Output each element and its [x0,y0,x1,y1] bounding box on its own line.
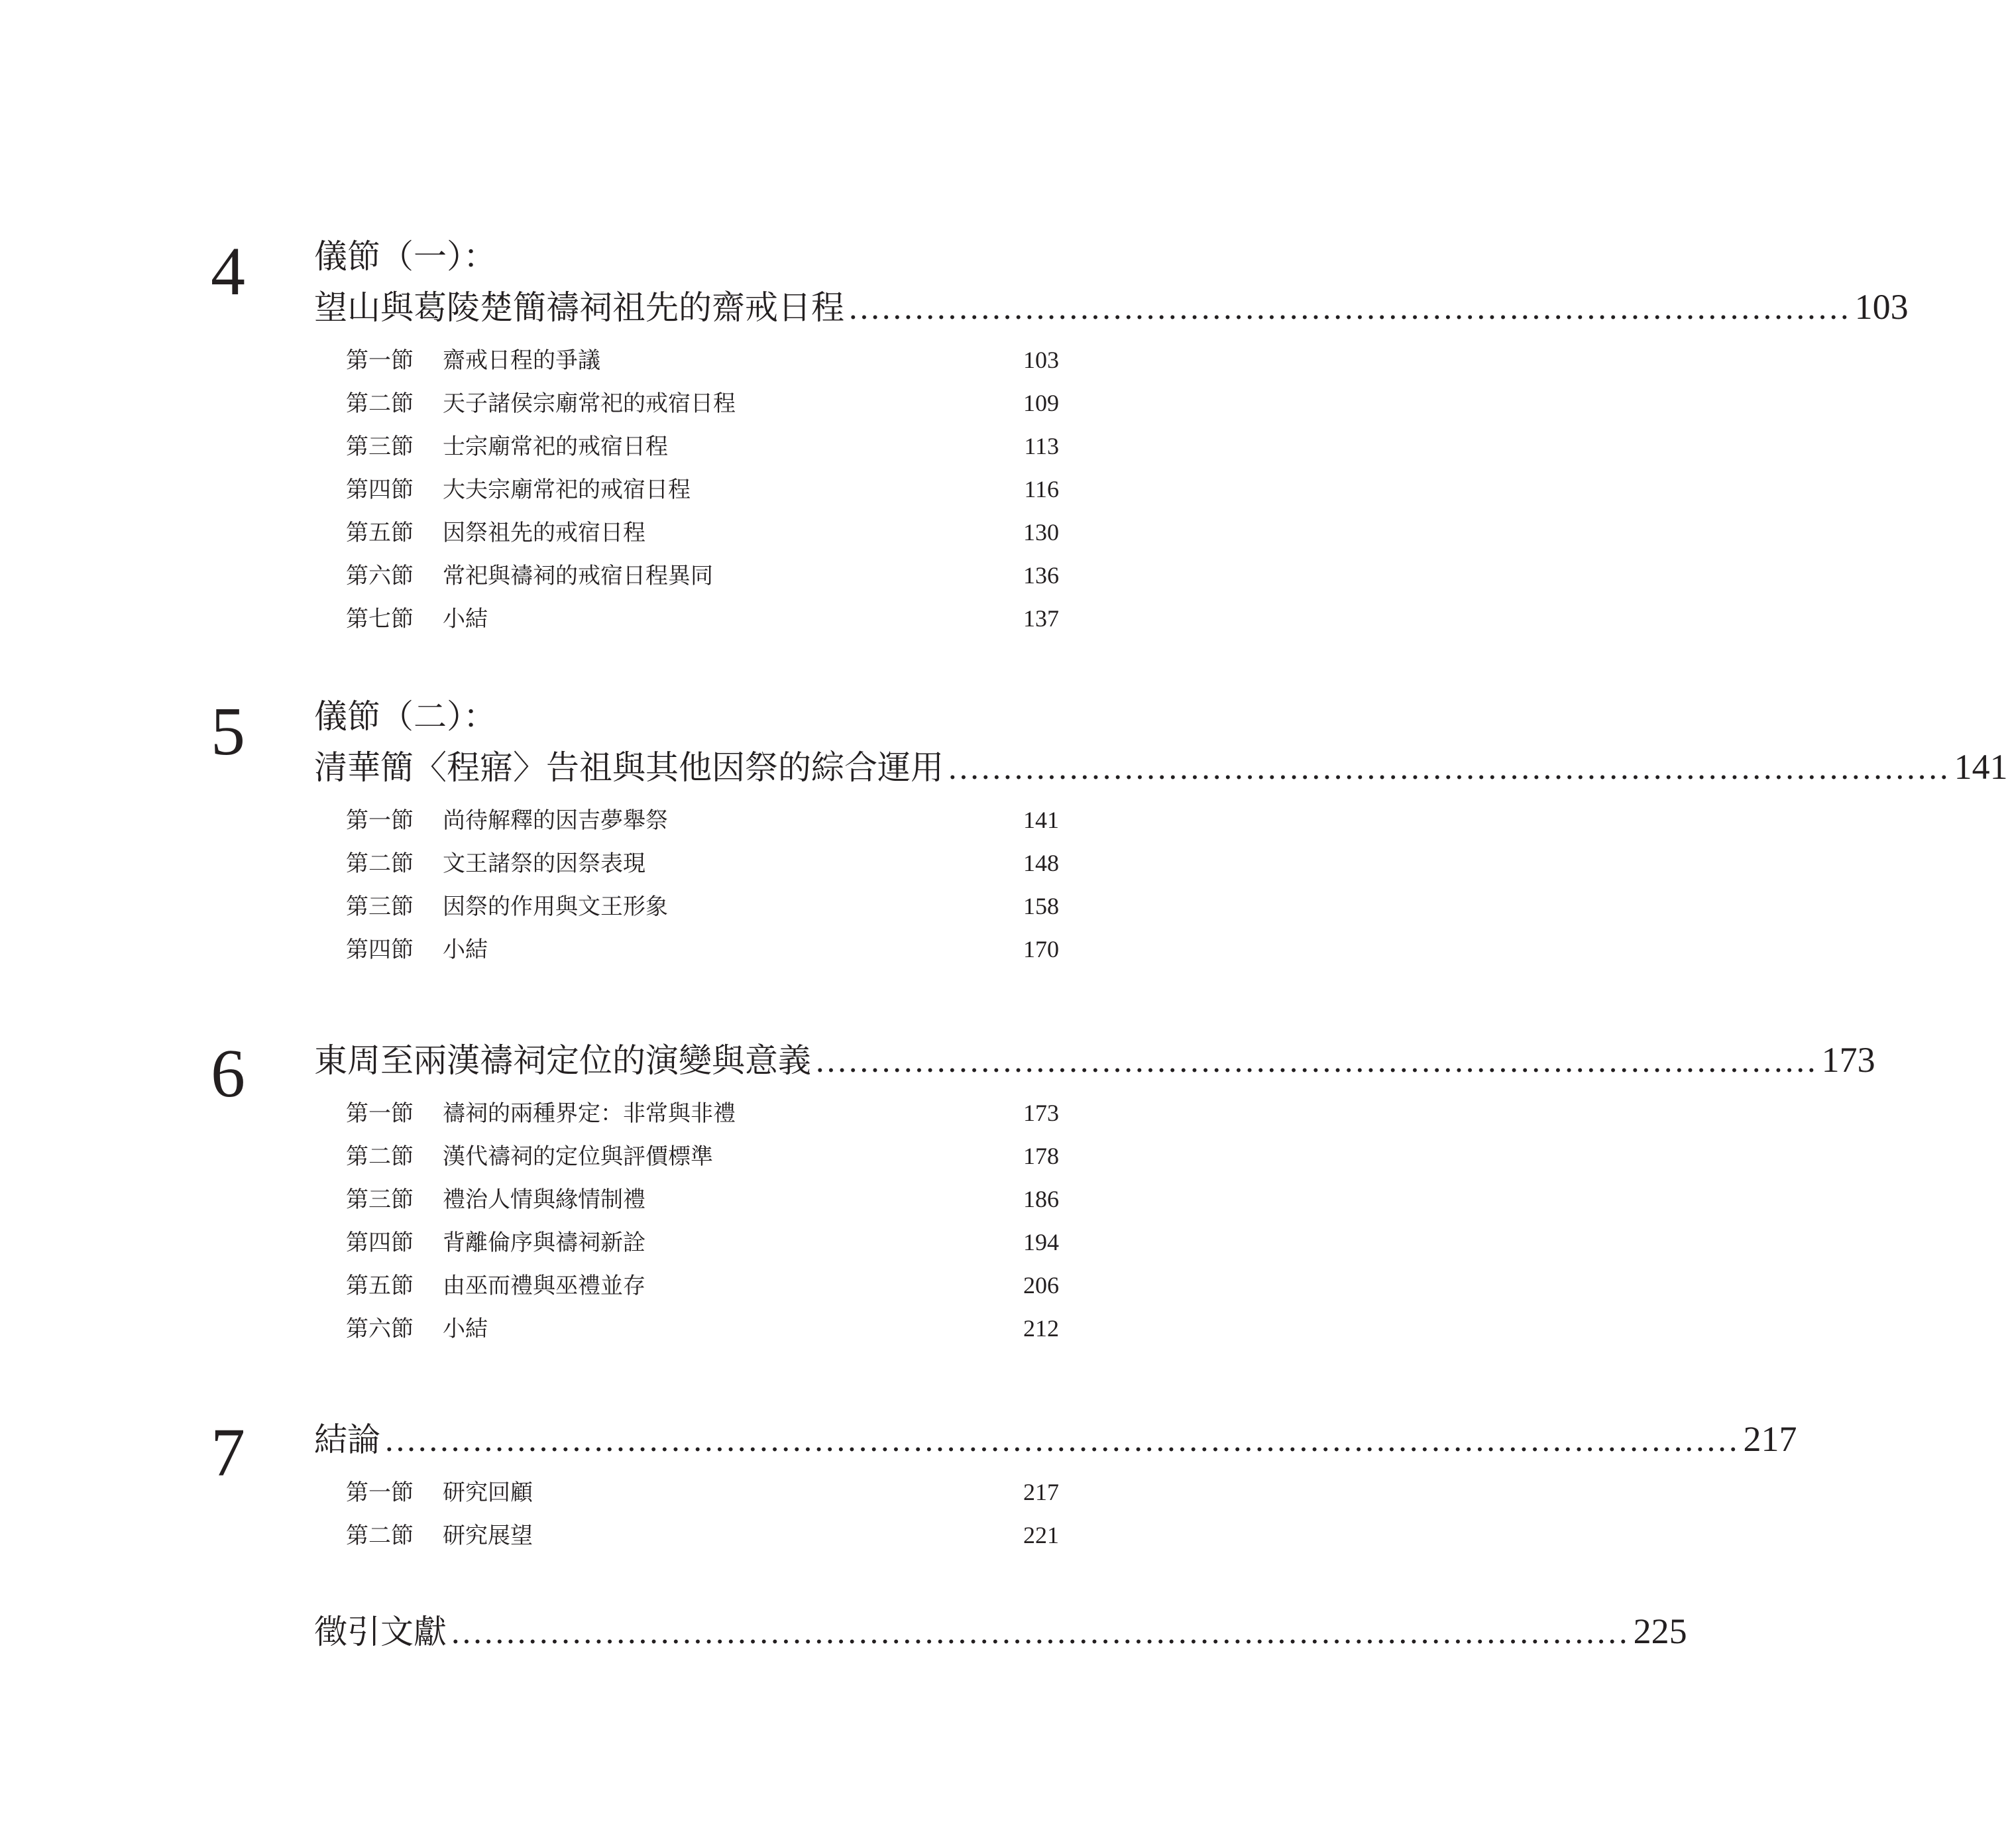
chapter-title: 結論 [314,1420,380,1459]
section-page-number: 217 [1023,1479,1059,1505]
section-label: 第一節 [346,347,414,374]
bibliography-title: 徵引文獻 [314,1613,447,1651]
section-page-number: 170 [1023,936,1059,962]
bibliography-line[interactable] [314,1611,1687,1651]
section-row[interactable] [346,342,1059,373]
chapter-number: 5 [211,693,245,770]
chapter-title-line[interactable] [314,1419,1797,1459]
section-label: 第五節 [346,520,414,546]
section-row[interactable] [346,514,1059,545]
section-page-number: 178 [1023,1143,1059,1169]
section-row[interactable] [346,385,1059,416]
chapter-number: 7 [211,1415,245,1491]
section-label: 第三節 [346,433,414,460]
chapter-page-number: 103 [1854,287,1909,327]
section-row[interactable] [346,802,1059,833]
section-label: 第六節 [346,1316,414,1342]
section-page-number: 158 [1023,893,1059,919]
section-row[interactable] [346,1138,1059,1169]
chapter-title-line2[interactable] [314,747,2008,787]
chapter-title: 儀節（一）： [314,237,496,276]
section-title: 文王諸祭的因祭表現 [443,850,645,877]
chapter-title-line1 [314,697,1059,736]
chapter-title: 東周至兩漢禱祠定位的演變與意義 [314,1041,811,1080]
section-row[interactable] [346,428,1059,459]
chapter-number: 6 [211,1035,245,1112]
section-page-number: 136 [1023,562,1059,589]
section-row[interactable] [346,1224,1059,1255]
section-label: 第三節 [346,894,414,920]
chapter-title: 望山與葛陵楚簡禱祠祖先的齋戒日程 [314,288,844,327]
section-label: 第二節 [346,850,414,877]
section-row[interactable] [346,601,1059,631]
section-row[interactable] [346,1474,1059,1505]
section-label: 第二節 [346,390,414,417]
section-title: 因祭的作用與文王形象 [443,894,668,920]
section-title: 研究回顧 [443,1479,533,1506]
section-title: 由巫而禮與巫禮並存 [443,1273,645,1299]
dot-leader: ........................................................................................... [948,750,1950,786]
section-row[interactable] [346,845,1059,876]
section-row[interactable] [346,1517,1059,1548]
section-title: 小結 [443,1316,488,1342]
chapter-title-line1 [314,237,1059,276]
section-page-number: 103 [1023,347,1059,373]
section-row[interactable] [346,1267,1059,1298]
dot-leader: ........................................................................................... [815,1043,1818,1079]
section-title: 小結 [443,606,488,632]
section-label: 第二節 [346,1523,414,1549]
section-page-number: 212 [1023,1315,1059,1342]
section-label: 第一節 [346,807,414,834]
dot-leader: ........................................................................................... [848,290,1851,326]
chapter-title: 清華簡〈程寤〉告祖與其他因祭的綜合運用 [314,748,944,787]
chapter-title-line[interactable] [314,1040,1875,1080]
section-page-number: 109 [1023,390,1059,416]
section-title: 研究展望 [443,1523,533,1549]
chapter-page-number: 173 [1821,1040,1875,1080]
section-page-number: 221 [1023,1522,1059,1548]
section-page-number: 141 [1023,807,1059,833]
section-row[interactable] [346,471,1059,502]
section-title: 尚待解釋的因吉夢舉祭 [443,807,668,834]
section-page-number: 130 [1023,519,1059,546]
section-page-number: 186 [1023,1186,1059,1212]
section-page-number: 206 [1023,1272,1059,1299]
section-page-number: 148 [1023,850,1059,876]
section-row[interactable] [346,888,1059,919]
section-title: 禮治人情與緣情制禮 [443,1186,645,1213]
section-label: 第四節 [346,477,414,503]
section-row[interactable] [346,1095,1059,1126]
section-label: 第一節 [346,1479,414,1506]
section-title: 漢代禱祠的定位與評價標準 [443,1143,713,1170]
chapter-number: 4 [211,233,245,310]
section-title: 天子諸侯宗廟常祀的戒宿日程 [443,390,736,417]
dot-leader: ........................................................................................................... [451,1615,1630,1650]
section-title: 小結 [443,937,488,963]
section-title: 齋戒日程的爭議 [443,347,600,374]
section-label: 第五節 [346,1273,414,1299]
section-label: 第四節 [346,937,414,963]
section-page-number: 113 [1024,433,1059,459]
bibliography-page-number: 225 [1633,1611,1687,1651]
section-row[interactable] [346,1310,1059,1341]
section-label: 第一節 [346,1100,414,1127]
section-label: 第四節 [346,1230,414,1256]
section-label: 第三節 [346,1186,414,1213]
section-title: 大夫宗廟常祀的戒宿日程 [443,477,691,503]
chapter-title: 儀節（二）： [314,697,496,736]
section-title: 背離倫序與禱祠新詮 [443,1230,645,1256]
section-title: 士宗廟常祀的戒宿日程 [443,433,668,460]
section-label: 第七節 [346,606,414,632]
section-row[interactable] [346,557,1059,588]
section-title: 常祀與禱祠的戒宿日程異同 [443,563,713,589]
section-title: 禱祠的兩種界定：非常與非禮 [443,1100,736,1127]
section-label: 第六節 [346,563,414,589]
section-label: 第二節 [346,1143,414,1170]
dot-leader: ........................................................................................................................... [384,1422,1740,1458]
section-page-number: 173 [1023,1100,1059,1126]
section-page-number: 116 [1024,476,1059,502]
chapter-page-number: 217 [1743,1419,1797,1459]
section-row[interactable] [346,1181,1059,1212]
section-page-number: 137 [1023,605,1059,632]
chapter-title-line2[interactable] [314,287,1909,327]
chapter-page-number: 141 [1954,747,2008,787]
section-page-number: 194 [1023,1229,1059,1255]
section-row[interactable] [346,931,1059,962]
section-title: 因祭祖先的戒宿日程 [443,520,645,546]
